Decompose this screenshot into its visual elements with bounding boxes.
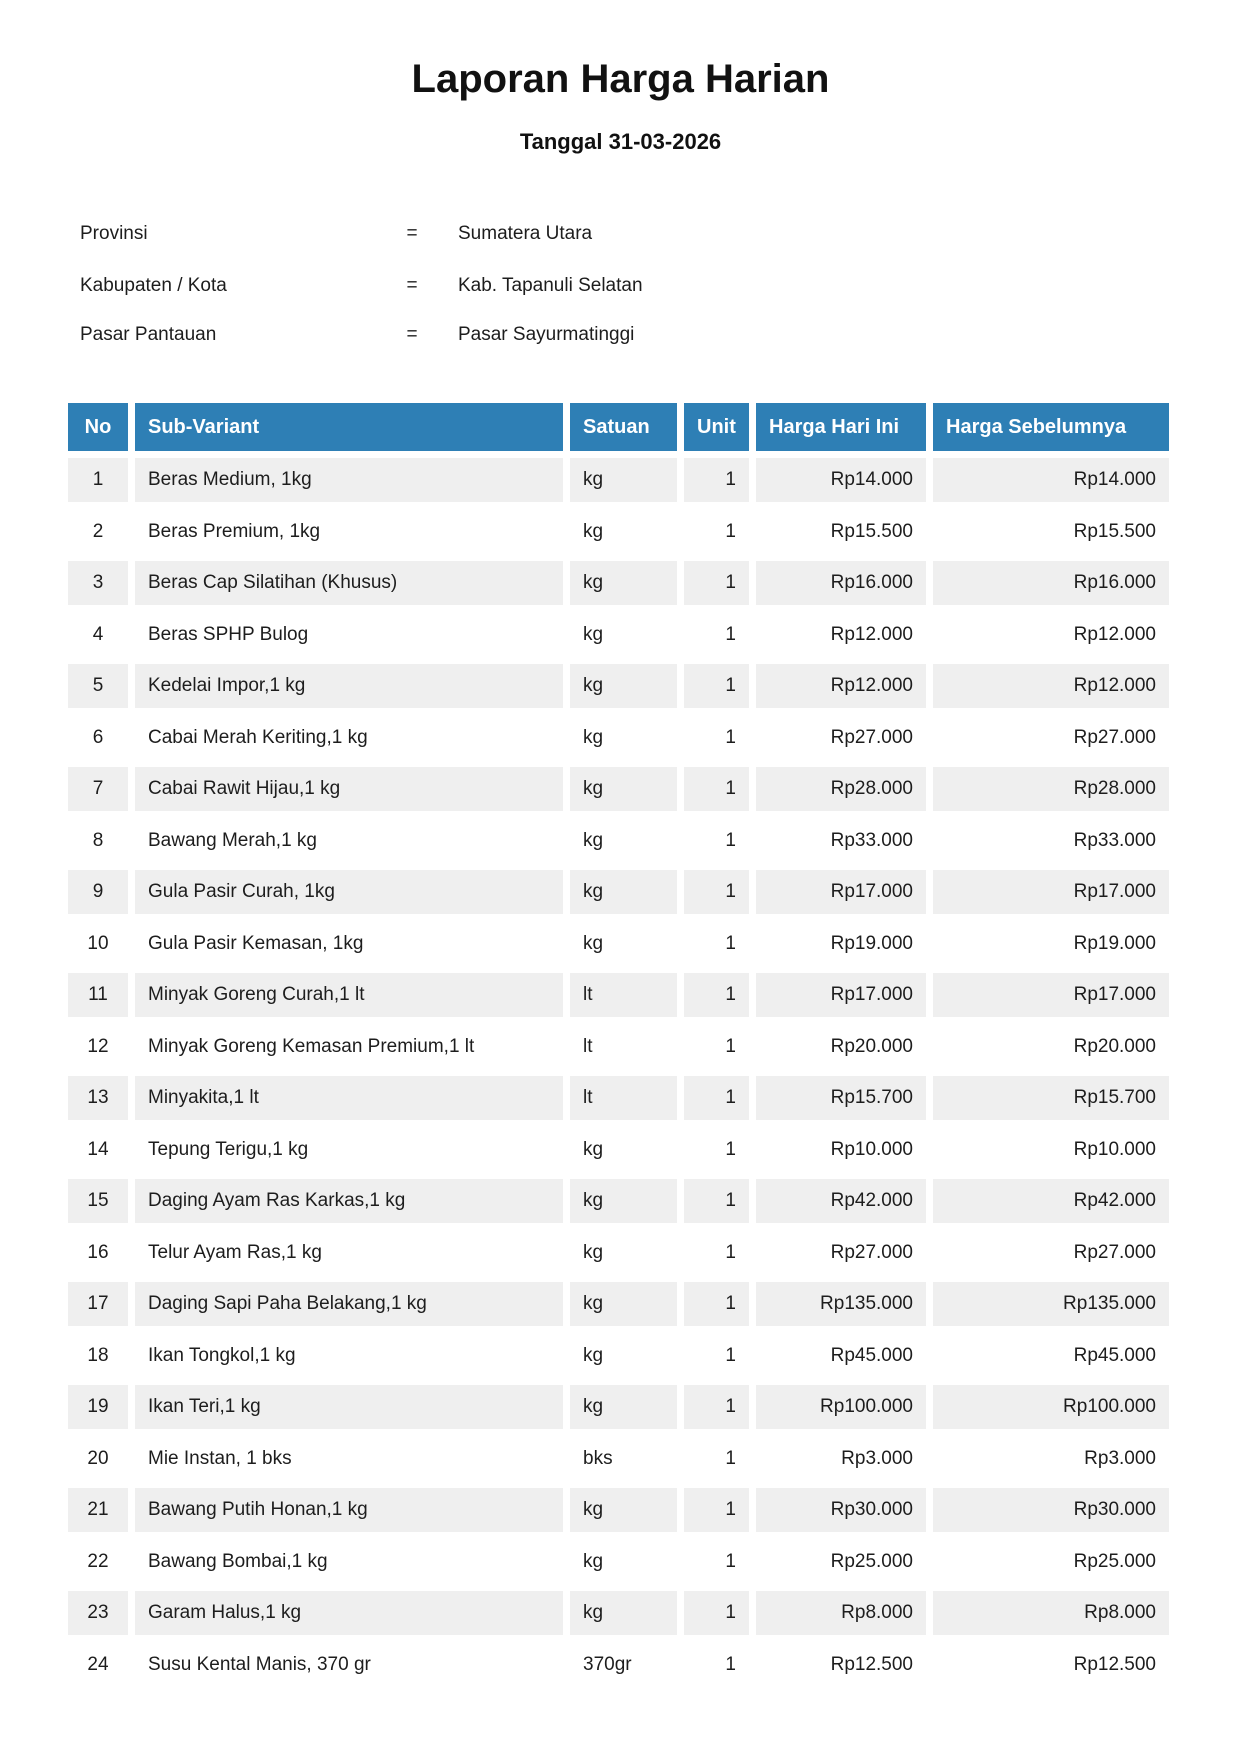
cell-today: Rp17.000 bbox=[756, 973, 926, 1017]
cell-unit: 1 bbox=[684, 561, 749, 605]
table-row bbox=[68, 561, 1169, 605]
cell-prev: Rp19.000 bbox=[1073, 932, 1156, 954]
cell-prev: Rp10.000 bbox=[1073, 1138, 1156, 1160]
cell-prev: Rp12.000 bbox=[1073, 623, 1156, 645]
cell-prev: Rp17.000 bbox=[933, 973, 1169, 1017]
cell-no: 2 bbox=[92, 520, 104, 542]
cell-prev: Rp20.000 bbox=[1073, 1035, 1156, 1057]
cell-today: Rp30.000 bbox=[756, 1488, 926, 1532]
report-date: Tanggal 31-03-2026 bbox=[519, 129, 722, 154]
table-row bbox=[68, 1591, 1169, 1635]
cell-satuan: kg bbox=[570, 561, 677, 605]
cell-today: Rp3.000 bbox=[841, 1447, 913, 1469]
cell-today: Rp12.000 bbox=[756, 664, 926, 708]
table-row bbox=[68, 1488, 1169, 1532]
cell-satuan: kg bbox=[583, 932, 604, 954]
provinsi-value: Sumatera Utara bbox=[458, 223, 593, 244]
cell-satuan: kg bbox=[570, 767, 677, 811]
table-row bbox=[68, 458, 1169, 502]
table-row bbox=[68, 1437, 1169, 1481]
cell-unit: 1 bbox=[725, 1138, 736, 1160]
table-row bbox=[68, 613, 1169, 657]
cell-no: 20 bbox=[87, 1447, 109, 1469]
cell-prev: Rp15.700 bbox=[933, 1076, 1169, 1120]
table-row bbox=[68, 664, 1169, 708]
cell-name: Gula Pasir Curah, 1kg bbox=[135, 870, 563, 914]
cell-prev: Rp45.000 bbox=[1073, 1344, 1156, 1366]
cell-satuan: bks bbox=[583, 1447, 613, 1469]
cell-unit: 1 bbox=[684, 664, 749, 708]
cell-unit: 1 bbox=[725, 1035, 736, 1057]
cell-today: Rp20.000 bbox=[830, 1035, 913, 1057]
cell-unit: 1 bbox=[684, 1179, 749, 1223]
meta-row-pasar bbox=[0, 323, 1241, 346]
cell-unit: 1 bbox=[684, 973, 749, 1017]
cell-unit: 1 bbox=[725, 1344, 736, 1366]
cell-satuan: kg bbox=[583, 1138, 604, 1160]
cell-today: Rp16.000 bbox=[756, 561, 926, 605]
cell-prev: Rp33.000 bbox=[1073, 829, 1156, 851]
cell-prev: Rp17.000 bbox=[933, 870, 1169, 914]
cell-unit: 1 bbox=[725, 726, 736, 748]
cell-name: Ikan Teri,1 kg bbox=[135, 1385, 563, 1429]
cell-name: Bawang Bombai,1 kg bbox=[148, 1550, 328, 1572]
cell-unit: 1 bbox=[725, 1653, 736, 1675]
cell-today: Rp27.000 bbox=[830, 726, 913, 748]
table-row bbox=[68, 510, 1169, 554]
cell-satuan: lt bbox=[583, 1035, 593, 1057]
cell-unit: 1 bbox=[684, 1385, 749, 1429]
cell-prev: Rp3.000 bbox=[1084, 1447, 1156, 1469]
table-row bbox=[68, 1076, 1169, 1120]
cell-no: 12 bbox=[87, 1035, 109, 1057]
cell-today: Rp45.000 bbox=[830, 1344, 913, 1366]
cell-unit: 1 bbox=[725, 932, 736, 954]
table-row bbox=[68, 1128, 1169, 1172]
cell-no: 8 bbox=[92, 829, 104, 851]
cell-unit: 1 bbox=[725, 520, 736, 542]
cell-today: Rp100.000 bbox=[756, 1385, 926, 1429]
table-row bbox=[68, 1231, 1169, 1275]
table-row bbox=[68, 973, 1169, 1017]
col-header-name: Sub-Variant bbox=[135, 403, 563, 451]
cell-no: 3 bbox=[68, 561, 128, 605]
cell-today: Rp42.000 bbox=[756, 1179, 926, 1223]
table-body bbox=[68, 458, 1169, 1687]
col-header-prev: Harga Sebelumnya bbox=[933, 403, 1169, 451]
cell-no: 5 bbox=[68, 664, 128, 708]
cell-name: Minyakita,1 lt bbox=[135, 1076, 563, 1120]
cell-prev: Rp30.000 bbox=[933, 1488, 1169, 1532]
col-header-no: No bbox=[68, 403, 128, 451]
cell-name: Cabai Rawit Hijau,1 kg bbox=[135, 767, 563, 811]
cell-no: 9 bbox=[68, 870, 128, 914]
cell-satuan: kg bbox=[570, 1591, 677, 1635]
cell-name: Beras Medium, 1kg bbox=[135, 458, 563, 502]
cell-prev: Rp16.000 bbox=[933, 561, 1169, 605]
cell-today: Rp12.000 bbox=[830, 623, 913, 645]
cell-no: 18 bbox=[87, 1344, 109, 1366]
cell-satuan: kg bbox=[583, 623, 604, 645]
cell-satuan: 370gr bbox=[583, 1653, 632, 1675]
cell-prev: Rp27.000 bbox=[1073, 1241, 1156, 1263]
table-row bbox=[68, 1643, 1169, 1687]
cell-no: 4 bbox=[92, 623, 104, 645]
cell-today: Rp12.500 bbox=[830, 1653, 913, 1675]
table-row bbox=[68, 716, 1169, 760]
cell-no: 14 bbox=[87, 1138, 109, 1160]
cell-satuan: lt bbox=[570, 973, 677, 1017]
cell-unit: 1 bbox=[725, 1447, 736, 1469]
cell-unit: 1 bbox=[684, 870, 749, 914]
pasar-label: Pasar Pantauan bbox=[80, 324, 217, 345]
cell-name: Telur Ayam Ras,1 kg bbox=[148, 1241, 322, 1263]
cell-prev: Rp14.000 bbox=[933, 458, 1169, 502]
cell-name: Ikan Tongkol,1 kg bbox=[148, 1344, 296, 1366]
cell-satuan: kg bbox=[570, 870, 677, 914]
cell-name: Daging Sapi Paha Belakang,1 kg bbox=[135, 1282, 563, 1326]
cell-name: Gula Pasir Kemasan, 1kg bbox=[148, 932, 364, 954]
cell-satuan: kg bbox=[570, 664, 677, 708]
cell-no: 23 bbox=[68, 1591, 128, 1635]
cell-name: Bawang Merah,1 kg bbox=[148, 829, 317, 851]
table-header-row bbox=[68, 403, 1169, 451]
col-header-satuan: Satuan bbox=[570, 403, 677, 451]
cell-name: Cabai Merah Keriting,1 kg bbox=[148, 726, 368, 748]
equals-sign: = bbox=[406, 223, 418, 244]
table-row bbox=[68, 1025, 1169, 1069]
cell-no: 6 bbox=[92, 726, 104, 748]
cell-no: 16 bbox=[87, 1241, 109, 1263]
table-row bbox=[68, 1540, 1169, 1584]
cell-satuan: kg bbox=[570, 1179, 677, 1223]
cell-prev: Rp8.000 bbox=[933, 1591, 1169, 1635]
cell-unit: 1 bbox=[725, 829, 736, 851]
provinsi-label: Provinsi bbox=[80, 223, 148, 244]
cell-today: Rp14.000 bbox=[756, 458, 926, 502]
cell-no: 21 bbox=[68, 1488, 128, 1532]
cell-satuan: kg bbox=[583, 829, 604, 851]
meta-row-kabupaten bbox=[0, 274, 1241, 297]
kabupaten-value: Kab. Tapanuli Selatan bbox=[458, 275, 643, 296]
cell-prev: Rp12.000 bbox=[933, 664, 1169, 708]
price-table bbox=[68, 403, 1169, 1694]
cell-name: Kedelai Impor,1 kg bbox=[135, 664, 563, 708]
cell-name: Minyak Goreng Curah,1 lt bbox=[135, 973, 563, 1017]
cell-name: Beras Premium, 1kg bbox=[148, 520, 321, 542]
cell-name: Beras Cap Silatihan (Khusus) bbox=[135, 561, 563, 605]
cell-unit: 1 bbox=[725, 1241, 736, 1263]
cell-prev: Rp135.000 bbox=[933, 1282, 1169, 1326]
cell-today: Rp8.000 bbox=[756, 1591, 926, 1635]
cell-unit: 1 bbox=[684, 458, 749, 502]
cell-unit: 1 bbox=[684, 1076, 749, 1120]
cell-satuan: kg bbox=[583, 1344, 604, 1366]
cell-name: Bawang Putih Honan,1 kg bbox=[135, 1488, 563, 1532]
cell-today: Rp10.000 bbox=[830, 1138, 913, 1160]
table-row bbox=[68, 767, 1169, 811]
kabupaten-label: Kabupaten / Kota bbox=[80, 275, 227, 296]
col-header-today: Harga Hari Ini bbox=[756, 403, 926, 451]
cell-unit: 1 bbox=[684, 1282, 749, 1326]
cell-today: Rp19.000 bbox=[830, 932, 913, 954]
cell-prev: Rp27.000 bbox=[1073, 726, 1156, 748]
table-row bbox=[68, 922, 1169, 966]
cell-satuan: kg bbox=[583, 726, 604, 748]
col-header-unit: Unit bbox=[684, 403, 749, 451]
cell-today: Rp27.000 bbox=[830, 1241, 913, 1263]
cell-satuan: kg bbox=[583, 520, 604, 542]
table-row bbox=[68, 1179, 1169, 1223]
cell-today: Rp15.500 bbox=[830, 520, 913, 542]
cell-no: 22 bbox=[87, 1550, 109, 1572]
cell-today: Rp25.000 bbox=[830, 1550, 913, 1572]
cell-unit: 1 bbox=[684, 1488, 749, 1532]
cell-no: 11 bbox=[68, 973, 128, 1017]
cell-name: Beras SPHP Bulog bbox=[148, 623, 309, 645]
cell-name: Minyak Goreng Kemasan Premium,1 lt bbox=[148, 1035, 475, 1057]
cell-satuan: kg bbox=[570, 1385, 677, 1429]
cell-name: Tepung Terigu,1 kg bbox=[148, 1138, 309, 1160]
cell-no: 19 bbox=[68, 1385, 128, 1429]
cell-today: Rp135.000 bbox=[756, 1282, 926, 1326]
cell-no: 24 bbox=[87, 1653, 109, 1675]
cell-today: Rp15.700 bbox=[756, 1076, 926, 1120]
cell-satuan: kg bbox=[570, 458, 677, 502]
cell-name: Daging Ayam Ras Karkas,1 kg bbox=[135, 1179, 563, 1223]
cell-today: Rp28.000 bbox=[756, 767, 926, 811]
cell-unit: 1 bbox=[684, 767, 749, 811]
cell-prev: Rp12.500 bbox=[1073, 1653, 1156, 1675]
cell-unit: 1 bbox=[725, 1550, 736, 1572]
table-row bbox=[68, 1334, 1169, 1378]
pasar-value: Pasar Sayurmatinggi bbox=[458, 324, 635, 345]
meta-row-provinsi bbox=[0, 222, 1241, 245]
cell-prev: Rp100.000 bbox=[933, 1385, 1169, 1429]
cell-name: Mie Instan, 1 bks bbox=[148, 1447, 292, 1469]
page-title: Laporan Harga Harian bbox=[411, 57, 830, 101]
cell-satuan: kg bbox=[570, 1282, 677, 1326]
equals-sign: = bbox=[406, 275, 418, 296]
table-row bbox=[68, 819, 1169, 863]
cell-satuan: kg bbox=[583, 1241, 604, 1263]
cell-prev: Rp42.000 bbox=[933, 1179, 1169, 1223]
cell-today: Rp17.000 bbox=[756, 870, 926, 914]
cell-no: 13 bbox=[68, 1076, 128, 1120]
table-row bbox=[68, 870, 1169, 914]
cell-no: 17 bbox=[68, 1282, 128, 1326]
cell-no: 1 bbox=[68, 458, 128, 502]
cell-name: Garam Halus,1 kg bbox=[135, 1591, 563, 1635]
cell-prev: Rp15.500 bbox=[1073, 520, 1156, 542]
cell-satuan: lt bbox=[570, 1076, 677, 1120]
cell-prev: Rp28.000 bbox=[933, 767, 1169, 811]
cell-no: 10 bbox=[87, 932, 109, 954]
equals-sign: = bbox=[406, 324, 418, 345]
cell-no: 15 bbox=[68, 1179, 128, 1223]
cell-no: 7 bbox=[68, 767, 128, 811]
cell-unit: 1 bbox=[725, 623, 736, 645]
cell-prev: Rp25.000 bbox=[1073, 1550, 1156, 1572]
cell-unit: 1 bbox=[684, 1591, 749, 1635]
table-row bbox=[68, 1385, 1169, 1429]
cell-satuan: kg bbox=[583, 1550, 604, 1572]
cell-today: Rp33.000 bbox=[830, 829, 913, 851]
table-row bbox=[68, 1282, 1169, 1326]
cell-name: Susu Kental Manis, 370 gr bbox=[148, 1653, 371, 1675]
cell-satuan: kg bbox=[570, 1488, 677, 1532]
